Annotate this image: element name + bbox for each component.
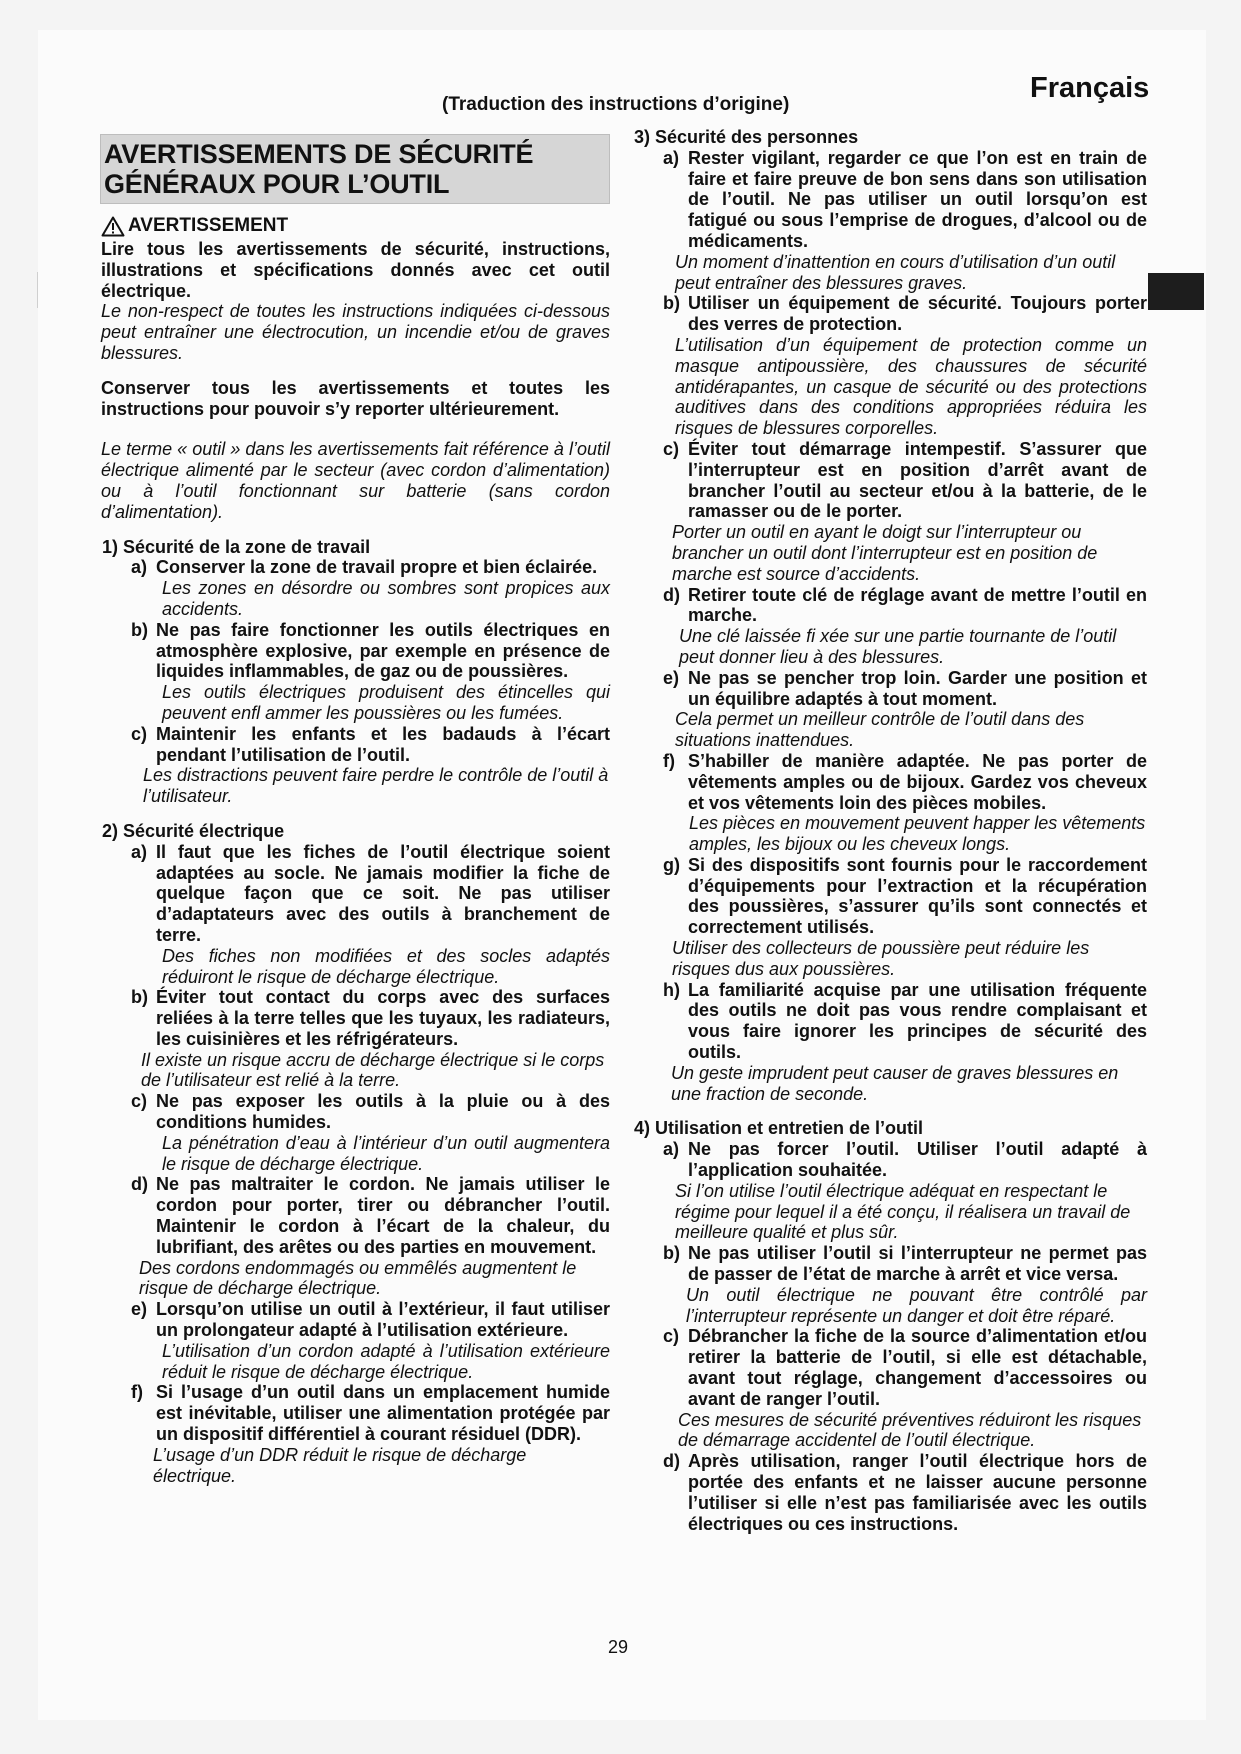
item-note: Utiliser des collecteurs de poussière peut réduire les risques dus aux poussières. xyxy=(672,938,1090,979)
item-label: e) xyxy=(131,1299,148,1320)
term-definition: Le terme « outil » dans les avertissements fait référence à l’outil électrique alimenté par le secteur (avec cordon d’alimentation) ou à l’outil fonctionnant sur batterie (sans cordon d’alimentation). xyxy=(101,439,610,522)
section-1-list xyxy=(131,557,610,807)
item-text: Ne pas forcer l’outil. Utiliser l’outil adapté à l’application souhaitée. xyxy=(688,1139,1147,1181)
list-item xyxy=(663,1139,1147,1181)
item-note: L’usage d’un DDR réduit le risque de décharge électrique. xyxy=(153,1444,527,1486)
list-item xyxy=(131,1174,610,1257)
list-item xyxy=(663,585,1147,627)
section-2-list xyxy=(131,842,610,1487)
list-item xyxy=(131,842,610,946)
list-item xyxy=(663,1451,1147,1534)
item-label: c) xyxy=(663,1326,680,1347)
item-label: h) xyxy=(663,979,680,1000)
intro-italic: Le non-respect de toutes les instructions indiquées ci-dessous peut entraîner une électrocution, un incendie et/ou de graves blessures. xyxy=(101,301,610,363)
item-note: Les zones en désordre ou sombres sont propices aux accidents. xyxy=(162,578,610,619)
item-note: Les outils électriques produisent des étincelles qui peuvent enfl ammer les poussières ou les fumées. xyxy=(162,682,610,723)
section-1-title: 1) Sécurité de la zone de travail xyxy=(102,536,371,557)
item-note: Cela permet un meilleur contrôle de l’outil dans des situations inattendues. xyxy=(675,709,1085,751)
warning-label: AVERTISSEMENT xyxy=(128,215,289,237)
item-label: a) xyxy=(663,147,680,168)
section-3-title: 3) Sécurité des personnes xyxy=(634,127,859,147)
section-2-title: 2) Sécurité électrique xyxy=(102,820,285,841)
translation-subtitle: (Traduction des instructions d’origine) xyxy=(442,94,790,115)
item-text: Après utilisation, ranger l’outil électrique hors de portée des enfants et ne laisser aucune personne l’utiliser si elle n’est pas familiarisée avec les outils électriques ou ces instructions. xyxy=(688,1451,1147,1534)
item-text: Lorsqu’on utilise un outil à l’extérieur, il faut utiliser un prolongateur adapté à l’utilisation extérieure. xyxy=(156,1299,610,1341)
item-text: Rester vigilant, regarder ce que l’on est en train de faire et faire preuve de bon sens dans son utilisation de l’outil. Ne pas utiliser un outil lorsqu’on est fatigué ou sous l’emprise de drogues, d’alcool ou de médicaments. xyxy=(688,147,1147,251)
list-item xyxy=(663,855,1147,938)
item-note: L’utilisation d’un équipement de protection comme un masque antipoussière, des chaussures de sécurité antidérapantes, un casque de sécurité ou des protections auditives dans des conditions appropriées réduira les risques de blessures corporelles. xyxy=(675,334,1147,439)
item-label: a) xyxy=(663,1139,680,1160)
warning-heading xyxy=(101,216,610,237)
left-column xyxy=(101,134,610,1486)
intro-bold: Lire tous les avertissements de sécurité, instructions, illustrations et spécifications donnés avec cet outil électrique. xyxy=(101,239,610,301)
item-note: Une clé laissée fi xée sur une partie tournante de l’outil peut donner lieu à des blessures. xyxy=(679,626,1117,667)
item-note: Un geste imprudent peut causer de graves blessures en une fraction de seconde. xyxy=(671,1062,1119,1104)
section-4-title: 4) Utilisation et entretien de l’outil xyxy=(634,1118,924,1139)
item-note: Il existe un risque accru de décharge électrique si le corps de l’utilisateur est relié à la terre. xyxy=(141,1049,605,1091)
item-label: d) xyxy=(663,584,680,605)
edge-mark xyxy=(37,272,38,308)
right-column xyxy=(633,127,1147,1534)
item-note: Si l’on utilise l’outil électrique adéquat en respectant le régime pour lequel il a été conçu, il réalisera un travail de meilleure qualité et plus sûr. xyxy=(675,1180,1131,1243)
item-note: Un moment d’inattention en cours d’utilisation d’un outil peut entraîner des blessures graves. xyxy=(675,251,1116,293)
item-text: La familiarité acquise par une utilisation fréquente des outils ne doit pas vous rendre complaisant et vous faire ignorer les principes de sécurité des outils. xyxy=(688,979,1147,1063)
item-label: b) xyxy=(131,987,148,1008)
keep-instructions: Conserver tous les avertissements et toutes les instructions pour pouvoir s’y reporter ultérieurement. xyxy=(101,377,610,419)
item-label: a) xyxy=(131,557,148,578)
item-text: Retirer toute clé de réglage avant de mettre l’outil en marche. xyxy=(688,584,1147,626)
list-item xyxy=(663,1326,1147,1409)
section-3-list xyxy=(663,148,1147,1105)
list-item xyxy=(131,987,610,1049)
item-label: b) xyxy=(663,1243,680,1264)
item-text: Débrancher la fiche de la source d’alimentation et/ou retirer la batterie de l’outil, si elle est détachable, avant tout réglage, changement d’accessoires ou avant de ranger l’outil. xyxy=(688,1326,1147,1409)
item-label: c) xyxy=(131,723,148,744)
item-text: S’habiller de manière adaptée. Ne pas porter de vêtements amples ou de bijoux. Gardez vos cheveux et vos vêtements loin des pièces mobiles. xyxy=(688,750,1147,813)
item-text: Ne pas exposer les outils à la pluie ou à des conditions humides. xyxy=(156,1091,610,1133)
item-text: Il faut que les fiches de l’outil électrique soient adaptées au socle. Ne jamais modifier la fiche de quelque façon que ce soit. Ne pas utiliser d’adaptateurs avec des outils à branchement de terre. xyxy=(156,841,610,945)
item-note: La pénétration d’eau à l’intérieur d’un outil augmentera le risque de décharge électrique. xyxy=(162,1132,610,1174)
title-line-1: AVERTISSEMENTS DE SÉCURITÉ xyxy=(104,139,534,169)
item-text: Éviter tout démarrage intempestif. S’assurer que l’interrupteur est en position d’arrêt avant de brancher l’outil au secteur et/ou à la batterie, de le ramasser ou de le porter. xyxy=(688,438,1147,522)
language-tab-marker xyxy=(1148,273,1204,310)
item-label: c) xyxy=(131,1091,148,1112)
item-note: Les distractions peuvent faire perdre le contrôle de l’outil à l’utilisateur. xyxy=(143,765,609,807)
list-item xyxy=(663,751,1147,813)
list-item xyxy=(663,980,1147,1063)
item-text: Si des dispositifs sont fournis pour le raccordement d’équipements pour l’extraction et la récupération des poussières, s’assurer qu’ils sont connectés et correctement utilisés. xyxy=(688,854,1147,938)
item-text: Utiliser un équipement de sécurité. Toujours porter des verres de protection. xyxy=(688,293,1147,335)
item-note: Ces mesures de sécurité préventives réduiront les risques de démarrage accidentel de l’outil électrique. xyxy=(678,1409,1142,1451)
list-item xyxy=(131,557,610,578)
item-text: Ne pas maltraiter le cordon. Ne jamais utiliser le cordon pour porter, tirer ou débrancher l’outil. Maintenir le cordon à l’écart de la chaleur, du lubrifiant, des arêtes ou des parties en mouvement. xyxy=(156,1174,610,1257)
item-label: b) xyxy=(663,293,680,314)
list-item xyxy=(131,1382,610,1444)
title-line-2: GÉNÉRAUX POUR L’OUTIL xyxy=(104,169,450,199)
item-note: Un outil électrique ne pouvant être contrôlé par l’interrupteur représente un danger et doit être réparé. xyxy=(686,1284,1147,1326)
item-note: Des cordons endommagés ou emmêlés augmentent le risque de décharge électrique. xyxy=(139,1257,577,1299)
item-note: Les pièces en mouvement peuvent happer les vêtements amples, les bijoux ou les cheveux longs. xyxy=(689,813,1146,855)
item-label: c) xyxy=(663,438,680,459)
list-item xyxy=(663,293,1147,335)
page-number: 29 xyxy=(608,1637,629,1657)
item-label: d) xyxy=(663,1451,680,1472)
item-text: Maintenir les enfants et les badauds à l’écart pendant l’utilisation de l’outil. xyxy=(156,723,610,765)
item-text: Éviter tout contact du corps avec des surfaces reliées à la terre telles que les tuyaux, les radiateurs, les cuisinières et les réfrigérateurs. xyxy=(156,987,610,1049)
item-note: Porter un outil en ayant le doigt sur l’interrupteur ou brancher un outil dont l’interrupteur est en position de marche est source d’accidents. xyxy=(672,522,1098,584)
list-item xyxy=(131,1299,610,1341)
warning-triangle-icon xyxy=(101,216,125,237)
item-note: Des fiches non modifiées et des socles adaptés réduiront le risque de décharge électrique. xyxy=(162,945,610,987)
item-note: L’utilisation d’un cordon adapté à l’utilisation extérieure réduit le risque de décharge électrique. xyxy=(162,1340,610,1382)
list-item xyxy=(663,148,1147,252)
item-text: Si l’usage d’un outil dans un emplacement humide est inévitable, utiliser une alimentation protégée par un dispositif différentiel à courant résiduel (DDR). xyxy=(156,1382,610,1445)
list-item xyxy=(131,1091,610,1133)
item-label: f) xyxy=(663,750,675,771)
language-label: Français xyxy=(1030,72,1150,104)
item-label: b) xyxy=(131,619,148,640)
item-text: Ne pas utiliser l’outil si l’interrupteur ne permet pas de passer de l’état de marche à arrêt et vice versa. xyxy=(688,1243,1147,1285)
list-item xyxy=(131,620,610,682)
item-label: a) xyxy=(131,841,148,862)
item-label: f) xyxy=(131,1382,143,1403)
item-label: d) xyxy=(131,1174,148,1195)
item-label: g) xyxy=(663,854,680,875)
list-item xyxy=(663,668,1147,710)
item-text: Ne pas faire fonctionner les outils électriques en atmosphère explosive, par exemple en présence de liquides inflammables, de gaz ou de poussières. xyxy=(156,619,610,682)
section-title-box xyxy=(100,134,610,204)
item-text: Ne pas se pencher trop loin. Garder une position et un équilibre adaptés à tout moment. xyxy=(688,667,1147,709)
list-item xyxy=(663,439,1147,522)
item-text: Conserver la zone de travail propre et bien éclairée. xyxy=(156,557,598,578)
section-4-list xyxy=(663,1139,1147,1534)
list-item xyxy=(663,1243,1147,1285)
item-label: e) xyxy=(663,667,680,688)
list-item xyxy=(131,724,610,766)
